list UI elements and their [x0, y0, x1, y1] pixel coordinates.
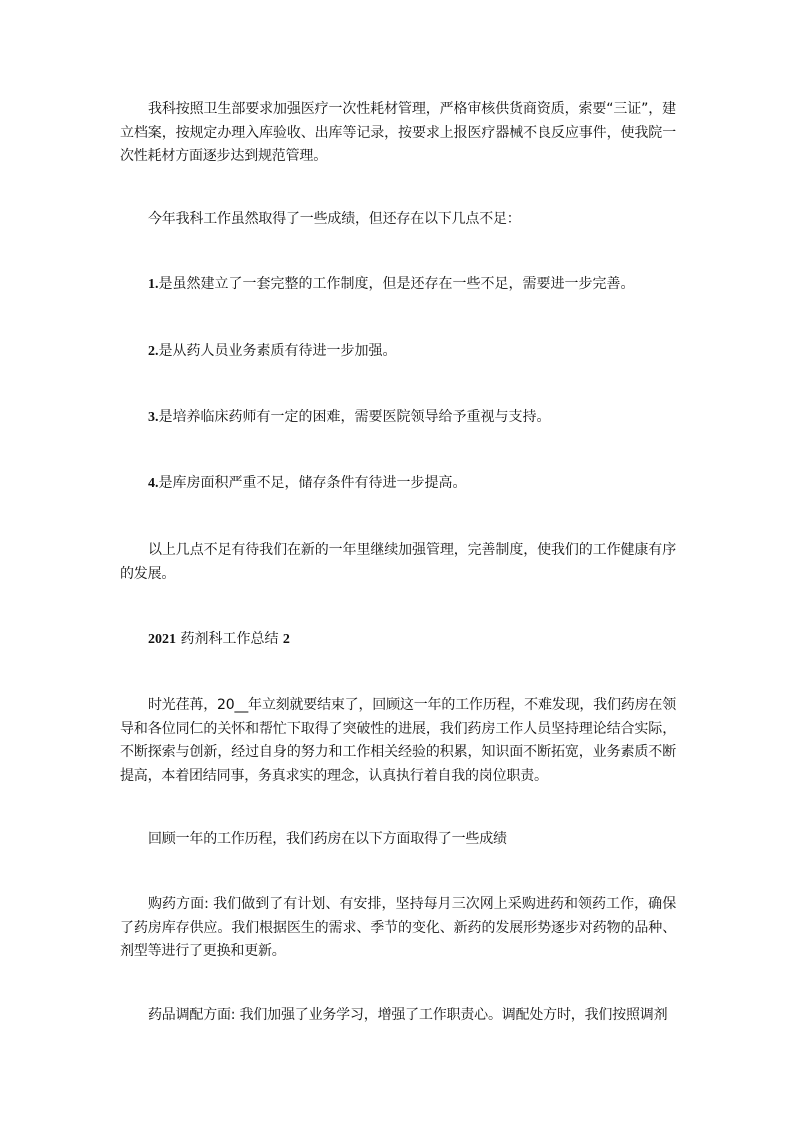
list-item-text: 是库房面积严重不足，储存条件有待进一步提高。 — [158, 475, 467, 491]
list-item — [148, 340, 678, 364]
paragraph-drug-dispensing: 药品调配方面: 我们加强了业务学习，增强了工作职责心。调配处方时，我们按照调剂 — [148, 1007, 668, 1023]
list-item-text: 是培养临床药师有一定的困难，需要医院领导给予重视与支持。 — [158, 409, 551, 425]
section-heading — [148, 628, 290, 652]
paragraph-drug-purchasing: 购药方面: 我们做到了有计划、有安排，坚持每月三次网上采购进药和领药工作，确保了药房库存供应。我们根据医生的需求、季节的变化、新药的发展形势逐步对药物的品种、剂型等进行了更换和更新。 — [120, 896, 676, 959]
heading-number: 2 — [282, 632, 290, 647]
list-item-text: 是虽然建立了一套完整的工作制度，但是还存在一些不足，需要进一步完善。 — [158, 276, 635, 292]
list-item-number: 2. — [148, 344, 159, 359]
list-item-number: 3. — [148, 410, 159, 425]
list-item — [148, 406, 678, 430]
heading-year: 2021 — [148, 632, 176, 647]
list-item-number: 4. — [148, 476, 159, 491]
heading-text: 药剂科工作总结 — [176, 631, 283, 647]
paragraph-achievements-intro: 回顾一年的工作历程，我们药房在以下方面取得了一些成绩 — [148, 831, 507, 847]
paragraph-shortcomings-intro: 今年我科工作虽然取得了一些成绩，但还存在以下几点不足： — [148, 211, 521, 227]
paragraph-conclusion: 以上几点不足有待我们在新的一年里继续加强管理，完善制度，使我们的工作健康有序的发展。 — [120, 542, 676, 582]
paragraph-consumables-management: 我科按照卫生部要求加强医疗一次性耗材管理，严格审核供货商资质，索要“三证”，建立档案，按规定办理入库验收、出库等记录，按要求上报医疗器械不良反应事件，使我院一次性耗材方面逐步达到规范管理。 — [120, 101, 676, 164]
list-item-text: 是从药人员业务素质有待进一步加强。 — [158, 343, 397, 359]
paragraph-year-review: 时光荏苒，20__年立刻就要结束了，回顾这一年的工作历程，不难发现，我们药房在领导和各位同仁的关怀和帮忙下取得了突破性的进展，我们药房工作人员坚持理论结合实际，不断探索与创新，经过自身的努力和工作相关经验的积累，知识面不断拓宽，业务素质不断提高，本着团结同事，务真求实的理念，认真执行着自我的岗位职责。 — [120, 697, 676, 784]
list-item — [148, 273, 678, 297]
list-item-number: 1. — [148, 277, 159, 292]
list-item — [148, 472, 678, 496]
